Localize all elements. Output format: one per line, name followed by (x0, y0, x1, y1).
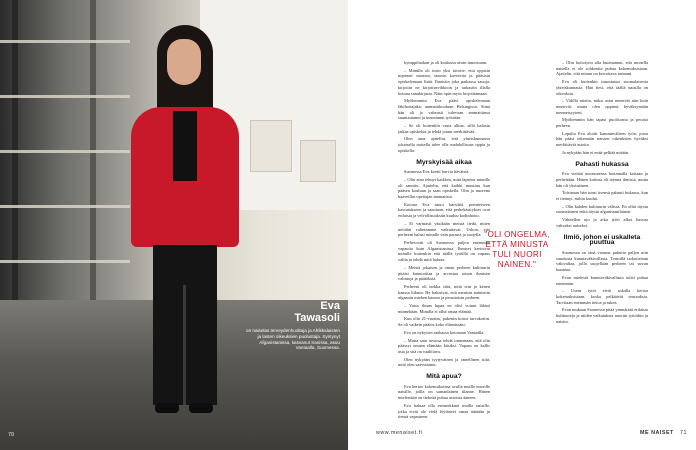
right-page-number: 71 (680, 430, 687, 436)
article-column-1 (398, 60, 490, 422)
background-chair (300, 140, 336, 182)
article-paragraph: – Minulla oli tosin yksi tavoite: että oppisin nopeasti suomen, tanssin kavereita ja pääsisin opiskelemaan lisää. Ihmisiin joka paikassa sanoja, kirjoitin ne kirjoitusvihkoon ja tarkastin illalla kotona sanakirjasta. Näin opin myös kirjoittamaan. (398, 67, 490, 96)
glass-shelf (0, 150, 130, 153)
article-paragraph: Evan mielestä kunniaväkivallasta tulisi puhua enemmän. (556, 274, 648, 286)
article-paragraph: Kun olin 21-vuotias, pakenin kotoa turvakotiin. Se oli vaikein päätös koko elämässäni. (398, 316, 490, 328)
glass-shelf (0, 40, 130, 43)
article-paragraph: kymppiluokan ja oli koulussa aivan innoissaan. (404, 60, 488, 65)
article-paragraph: Kotona Eva sanoi kärsittiä perinteiseen kasvatukseen ja sanotaan, että perhekäsitykset ovat erilaisia ja velvollisuuksiin kuuluu kodinhoito. (398, 201, 490, 219)
pull-quote: "OLI ONGELMA, ETTÄ MINUSTA TULI NUORI NAINEN." (484, 230, 550, 269)
article-paragraph: Olen aina ajatellut, että yhteiskunnassa jokaisella naisella tulee olla mahdollisuus oppia ja opiskella. (398, 136, 490, 153)
footer-magazine-name: ME NAISET (640, 430, 674, 436)
article-paragraph: – Vasta ilman lupaa en olisi voinut lähteä minnekään. Minulla ei ollut omaa elämää. (398, 303, 490, 314)
left-page-number: 70 (8, 432, 15, 438)
shoe (155, 403, 179, 413)
caption-name-first: Eva (320, 300, 340, 312)
face (167, 39, 201, 85)
article-paragraph: – Se oli kuitenkin vasta alkua, sillä halusin jatkaa opiskelua ja tehdä jotain merkittävää. (398, 123, 490, 134)
woman-figure (125, 25, 245, 420)
subheading: Ilmiö, johon ei uskalleta puuttua (563, 233, 641, 247)
subheading: Myrskyisää aikaa (416, 158, 472, 166)
article-paragraph: Eva on nykyisin rauhassa kotonaan Vantaalla. (404, 329, 485, 335)
article-paragraph: – Ei varmasti yksikään meistä tiedä, miten meidän valintamme vaikuttavat. Uskon, että perheeni halusi minulle vain parasta ja suojella. (398, 220, 490, 238)
col1-body (398, 169, 490, 368)
caption-name (244, 300, 340, 324)
article-paragraph: Myöhemmin Eva pääsi opiskelemaan lähihoitajaksi ammattikouluun Helsingissä. Siinä hän oli jo vahvasti tulevaan ammattiinsa suuntautunut ja innostunut työstään. (398, 98, 490, 121)
subheading: Pahasti hukassa (575, 160, 629, 168)
glass-shelf (0, 260, 130, 263)
shoe (189, 403, 213, 413)
article-paragraph: – Olin hoitotyön alla huomannut, että monella naisella ei ole rohkeutta puhua kokemuksistaan. Ajattelin, että minun on kerrottava tarinani. (556, 60, 648, 77)
glass-shelf (0, 205, 130, 208)
photo-caption (244, 300, 340, 351)
article-paragraph: – Olin aina tehnyt kaikkea, mitä lapsena minulle oli sanottu. Ajattelin, että kaikki muuttuu kun pääsen kouluun ja saan opiskella. Olin jo nuorena haaveillut opettajan ammatista. (398, 176, 490, 200)
subheading: Mitä apua? (426, 373, 462, 381)
caption-description: on naiselas terveydenhuoltaja ja Afrikkalaisten ja lasten oikeuksien puolustaja. Syntynyt Afganistanissa, kasvanut Iranissa, asuu Vantaalla, Suomessa. (246, 328, 340, 351)
article-paragraph: Eva oli kuitenkin innostunut suomalaisesta yhteiskunnasta. Hän tiesi, että täällä naisilla on oikeuksia. (556, 79, 648, 96)
article-paragraph: Eva viettää nuoruutensa hoitamalla kotiaan ja perhettään. Hänen kotinsa oli täynnä ihmisiä, mutta hän oli yksinäinen. (556, 171, 648, 188)
article-paragraph: Myöhemmin hän tapasi puolisonsa ja perusti perheen. (556, 117, 648, 129)
article-paragraph: Ja nykyään hän ei enää pelkää mitään. (562, 149, 630, 155)
article-paragraph: Eva kertoo kokemuksensa avulla muille nuorille naisille, joilla on samanlainen tilanne. Hänen mielestään on tärkeää puhua asioista ääneen. (398, 383, 490, 401)
col2-body (556, 60, 648, 156)
article-paragraph: – Olin kahden kulttuurin välissä. En ollut täysin suomalainen enkä täysin afganistanilainen. (556, 203, 648, 215)
article-paragraph: Perheeni oli tarkka siitä, mitä tein ja kenen kanssa liikuin. He halusivat, että menisin naimisiin afgaanin miehen kanssa ja perustaisin perheen. (398, 283, 490, 301)
col1-body (398, 384, 490, 420)
article-paragraph: – Meistä jokaisen ja oman perheen kulttuurin pitäisi kunnioittaa ja arvostaa toisen ihmisen valintoja ja päätöksiä. (398, 264, 490, 282)
article-paragraph: Olen nykyään tyytyväinen ja onnellinen siitä, mitä olen saavuttanut. (398, 356, 490, 368)
col2-body (556, 250, 648, 324)
black-trousers (153, 245, 217, 405)
article-paragraph: – Välillä mietin, miksi asiat menevät niin kuin menevät, mutta olen oppinut hyväksymään menneisyyteni. (556, 98, 648, 115)
article-paragraph: Toisinaan hän tunsi itsensä pahasti hukassa, kun ei tiennyt, mihin kuului. (556, 190, 648, 202)
article-paragraph: Evan mukaan Suomessa pitää ymmärtää erilaisia kulttuureja ja niiden vaikutuksia nuoriin tyttöihin ja naisiin. (556, 307, 648, 324)
col1-body (398, 60, 490, 154)
article-paragraph: Suomessa on tänä vuonna puhuttu paljon niin sanotusta kunniaväkivallasta. Termillä tarkoitetaan väkivaltaa, jolla suojellaan perheen tai suvun kunniaa. (556, 249, 648, 273)
black-top (173, 111, 197, 181)
article-paragraph: – Mutta sain tuvassa tehdä tuntemaan, että olin päässyt omaan elämään käsiksi. Vapaus on kallis asia ja sitä on vaalittava. (398, 337, 490, 354)
article-paragraph: Vähitellen ujo ja arka tyttö alkoi kasvaa vahvaksi naiseksi. (556, 217, 648, 228)
article-paragraph: Suomessa Eva koetti hurvia häväistä. (404, 169, 470, 175)
article-paragraph: Eva haluaa olla esimerkkinä muille naisille, jotka eivät ole vielä löytäneet omaa ääntään ja tiensä vapauteen. (398, 402, 490, 420)
article-page (348, 0, 696, 450)
article-paragraph: Lopulta Eva aloitti kansainvälisen työn, jossa hän pääsi tekemään naisten oikeuksien hyväksi merkittäviä asioita. (556, 130, 648, 148)
footer-url[interactable]: www.menaiset.fi (376, 430, 423, 436)
article-column-2 (556, 60, 648, 326)
article-paragraph: – Usein tytöt eivät uskalla kertoa kokemuksistaan, koska pelkäävät seurauksia. Tarvitaan enemmän tietoa ja tukea. (556, 288, 648, 305)
caption-name-last: Tawasoli (294, 312, 340, 324)
article-paragraph: Perhevoitti oli Suomessa paljon enemmän vapautta kuin Afganistanissa. Ihmiset kertoivat minulle kuitenkin että täällä tytöillä on vapaus valita ja tehdä mitä haluaa. (398, 239, 490, 263)
col2-body (556, 171, 648, 228)
background-chair (250, 120, 292, 172)
glass-shelf (0, 95, 130, 98)
